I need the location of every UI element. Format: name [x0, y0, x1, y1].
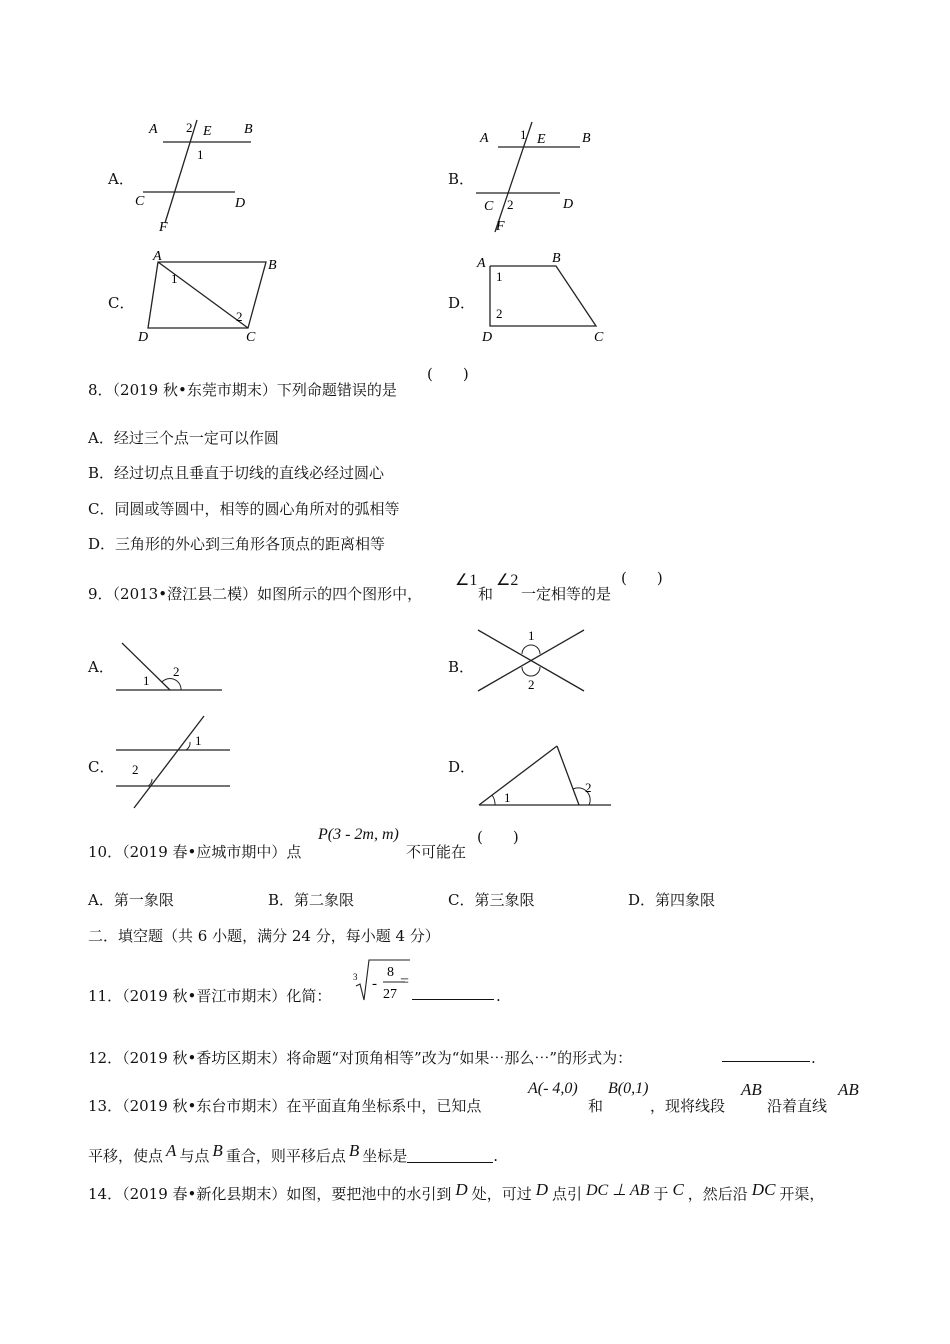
- question-12: [88, 1048, 632, 1068]
- fig-label: C: [594, 330, 604, 345]
- point-p-expression: P(3 - 2m, m): [318, 826, 399, 843]
- minus-sign: -: [372, 976, 377, 992]
- question-stem: 在平面直角坐标系中，已知点: [286, 1097, 482, 1115]
- text-fragment: 处，可过: [471, 1185, 532, 1203]
- point-d: D: [455, 1180, 468, 1199]
- fig-label: F: [496, 219, 505, 234]
- question-11: [88, 986, 331, 1006]
- question-number: 13．: [88, 1097, 123, 1115]
- fig-label: 2: [585, 780, 592, 795]
- q13-and: 和: [588, 1097, 604, 1115]
- answer-paren: ( ): [621, 569, 663, 587]
- q9-figure-d: [475, 738, 615, 810]
- point-a-coords: A(- 4,0): [528, 1080, 578, 1097]
- q10-option-d: D．第四象限: [628, 891, 716, 909]
- q7-figure-a: [125, 115, 260, 235]
- point-a: A: [166, 1141, 177, 1160]
- question-stem: 如图所示的四个图形中，: [257, 585, 423, 603]
- fig-label: 2: [528, 677, 535, 692]
- root-index: 3: [353, 972, 358, 982]
- fig-label: C: [135, 194, 145, 209]
- fraction-numerator: 8: [387, 965, 394, 980]
- question-10: [88, 842, 301, 862]
- angle-2: ∠2: [496, 572, 519, 589]
- fig-label: 1: [143, 673, 150, 688]
- fig-label: 1: [171, 271, 178, 286]
- q8-option-d: D．三角形的外心到三角形各顶点的距离相等: [88, 535, 386, 553]
- fig-label: B: [244, 122, 253, 137]
- question-number: 10．: [88, 843, 123, 861]
- question-source: （2019 秋•香坊区期末）: [122, 1049, 287, 1067]
- question-source: （2019 春•新化县期末）: [122, 1185, 287, 1203]
- perpendicular-expression: DC ⊥ AB: [586, 1182, 650, 1199]
- segment-dc: DC: [751, 1180, 776, 1199]
- question-stem: 点: [286, 843, 302, 861]
- q9-option-b-label: B．: [448, 658, 475, 676]
- q10-option-a: A．第一象限: [88, 891, 174, 909]
- q9-figure-c: [112, 712, 232, 812]
- fig-label: 2: [186, 120, 193, 135]
- q9-figure-a: [110, 635, 230, 695]
- question-number: 8．: [88, 381, 113, 399]
- fig-label: D: [138, 330, 149, 345]
- fig-label: E: [203, 124, 212, 139]
- text-fragment: 平移，使点: [88, 1147, 164, 1165]
- fig-label: 1: [496, 269, 503, 284]
- question-number: 12．: [88, 1049, 123, 1067]
- q9-figure-b: [470, 625, 590, 697]
- question-13: [88, 1096, 481, 1116]
- q10-option-c: C．第三象限: [448, 891, 535, 909]
- question-stem: 化简：: [286, 987, 332, 1005]
- fig-label: D: [235, 196, 246, 211]
- text-fragment: 坐标是: [362, 1147, 408, 1165]
- question-source: （2019 秋•东莞市期末）: [112, 381, 277, 399]
- question-source: （2013•澄江县二模）: [112, 585, 258, 603]
- point-b: B: [348, 1141, 360, 1160]
- question-14: [88, 1180, 825, 1205]
- segment-ab: AB: [741, 1080, 762, 1099]
- fig-label: 2: [507, 197, 514, 212]
- fraction-denominator: 27: [383, 987, 397, 1002]
- q8-option-a: A．经过三个点一定可以作圆: [88, 429, 279, 447]
- q7-figure-d: [470, 248, 615, 348]
- answer-paren: ( ): [427, 365, 469, 383]
- fig-label: F: [159, 220, 168, 235]
- q9-option-d-label: D．: [448, 758, 476, 776]
- text-fragment: ，然后沿: [687, 1185, 748, 1203]
- question-number: 9．: [88, 585, 113, 603]
- q7-figure-b: [470, 120, 610, 238]
- fig-label: C: [246, 330, 256, 345]
- angle-1: ∠1: [455, 572, 478, 589]
- point-b-coords: B(0,1): [608, 1080, 649, 1097]
- answer-blank[interactable]: [722, 1047, 810, 1062]
- q10-post: 不可能在: [406, 843, 467, 861]
- point-c: C: [672, 1180, 684, 1199]
- text-fragment: 点引: [551, 1185, 582, 1203]
- fig-label: B: [268, 258, 277, 273]
- answer-blank[interactable]: [412, 985, 494, 1000]
- q8-option-b: B．经过切点且垂直于切线的直线必经过圆心: [88, 464, 385, 482]
- question-number: 11．: [88, 987, 123, 1005]
- fig-label: A: [149, 122, 158, 137]
- q9-option-a-label: A．: [88, 658, 114, 676]
- fig-label: A: [153, 249, 162, 264]
- fig-label: 1: [197, 147, 204, 162]
- period: .: [811, 1049, 816, 1067]
- q7-option-d-label: D．: [448, 294, 476, 312]
- fig-label: 2: [173, 664, 180, 679]
- question-9: [88, 584, 422, 604]
- question-number: 14．: [88, 1185, 123, 1203]
- fig-label: 1: [504, 790, 511, 805]
- question-stem: 下列命题错误的是: [276, 381, 397, 399]
- answer-paren: ( ): [477, 828, 519, 846]
- q10-option-b: B．第二象限: [268, 891, 355, 909]
- q9-and: 和: [478, 585, 494, 603]
- fig-label: D: [563, 197, 574, 212]
- fig-label: 1: [520, 127, 527, 142]
- q9-tail: 一定相等的是: [521, 585, 612, 603]
- answer-blank[interactable]: [407, 1148, 493, 1163]
- point-b: B: [212, 1141, 223, 1160]
- fig-label: 2: [236, 309, 243, 324]
- fig-label: B: [582, 131, 591, 146]
- q7-option-c-label: C．: [108, 294, 135, 312]
- question-source: （2019 春•应城市期中）: [122, 843, 287, 861]
- q7-option-b-label: B．: [448, 170, 475, 188]
- question-8: [88, 380, 397, 400]
- fig-label: B: [552, 251, 561, 266]
- equals-sign: =: [400, 973, 410, 990]
- fig-label: A: [477, 256, 486, 271]
- fig-label: A: [480, 131, 489, 146]
- fig-label: C: [484, 199, 494, 214]
- q7-figure-c: [130, 245, 290, 350]
- fig-label: E: [537, 132, 546, 147]
- section-heading: 二．填空题（共 6 小题，满分 24 分，每小题 4 分）: [88, 927, 440, 945]
- point-d: D: [535, 1180, 548, 1199]
- text-fragment: 与点: [179, 1147, 210, 1165]
- question-stem: 将命题“对顶角相等”改为“如果⋯那么⋯”的形式为：: [286, 1049, 633, 1067]
- q7-option-a-label: A．: [108, 170, 134, 188]
- line-ab: AB: [838, 1080, 859, 1099]
- q8-option-c: C．同圆或等圆中，相等的圆心角所对的弧相等: [88, 500, 400, 518]
- text-fragment: 于: [653, 1185, 669, 1203]
- period: .: [496, 987, 501, 1005]
- question-source: （2019 秋•晋江市期末）: [122, 987, 287, 1005]
- period: .: [493, 1147, 499, 1165]
- q13-mid: ，现将线段: [650, 1097, 726, 1115]
- fig-label: 2: [496, 306, 503, 321]
- fig-label: 1: [528, 628, 535, 643]
- fig-label: 2: [132, 762, 139, 777]
- fig-label: 1: [195, 733, 202, 748]
- question-source: （2019 秋•东台市期末）: [122, 1097, 287, 1115]
- question-13-line-2: [88, 1141, 499, 1166]
- q9-option-c-label: C．: [88, 758, 115, 776]
- fig-label: D: [482, 330, 493, 345]
- text-fragment: 开渠，: [779, 1185, 825, 1203]
- question-stem: 如图，要把池中的水引到: [286, 1185, 452, 1203]
- q13-along: 沿着直线: [767, 1097, 828, 1115]
- text-fragment: 重合，则平移后点: [225, 1147, 346, 1165]
